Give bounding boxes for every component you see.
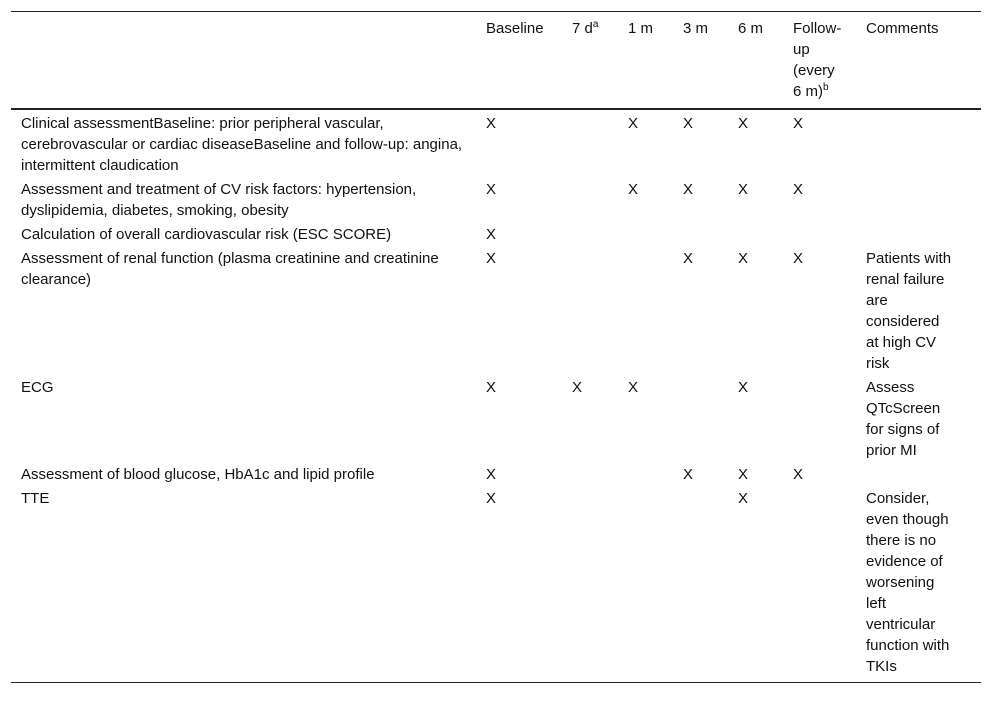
table-row [11,222,981,246]
cell-1m [618,462,673,486]
row-label: TTE [21,490,50,507]
cell-6m: X [738,181,749,198]
cell-7d [562,486,618,683]
header-row [11,12,981,110]
cell-baseline: X [486,466,497,483]
header-3m: 3 m [683,20,709,37]
row-label: Assessment and treatment of CV risk factors: hypertension, dyslipidemia, diabetes, smoking, obesity [21,181,417,219]
cell-6m: X [738,379,749,396]
cell-1m: X [628,115,639,132]
cell-comment [856,375,981,462]
cell-followup [783,486,856,683]
cell-6m: X [738,490,749,507]
cell-1m [618,222,673,246]
header-7d [562,12,618,110]
cell-followup: X [793,250,804,267]
cell-comment [856,109,981,177]
header-7d-footnote: a [592,19,599,30]
row-label: Assessment of blood glucose, HbA1c and lipid profile [21,466,375,483]
cell-3m [673,486,728,683]
header-followup [783,12,856,110]
header-6m: 6 m [738,20,764,37]
cell-3m: X [683,466,694,483]
cell-7d [562,222,618,246]
cell-7d [562,246,618,375]
cell-comment [856,462,981,486]
table-row [11,109,981,177]
table-header [11,12,981,110]
header-comments: Comments [866,20,939,37]
cell-1m: X [628,379,639,396]
cell-6m: X [738,250,749,267]
table-row [11,177,981,222]
cell-baseline: X [486,379,497,396]
row-label: ECG [21,379,54,396]
header-followup-label: Follow-up (every 6 m) [793,20,842,100]
header-7d-label: 7 d [572,20,593,37]
table-row [11,486,981,683]
cell-followup [783,375,856,462]
cell-followup: X [793,466,804,483]
cell-7d [562,177,618,222]
monitoring-table [11,11,981,683]
row-label: Assessment of renal function (plasma creatinine and creatinine clearance) [21,250,439,288]
cell-3m: X [683,115,694,132]
cell-3m: X [683,181,694,198]
table-row [11,246,981,375]
cell-7d [562,109,618,177]
table-row [11,462,981,486]
cell-comment [856,486,981,683]
cell-3m [673,222,728,246]
cell-baseline: X [486,250,497,267]
table-row [11,375,981,462]
cell-6m: X [738,115,749,132]
cell-1m [618,486,673,683]
table-body [11,109,981,683]
header-followup-footnote: b [823,82,829,93]
comment-text: Assess QTcScreen for signs of prior MI [866,379,941,459]
comment-text: Patients with renal failure are considered at high CV risk [866,250,952,372]
cell-7d [562,462,618,486]
cell-followup: X [793,115,804,132]
cell-comment [856,246,981,375]
header-empty-cell [11,12,476,110]
cell-7d: X [572,379,583,396]
cell-followup: X [793,181,804,198]
cell-baseline: X [486,490,497,507]
cell-comment [856,177,981,222]
cell-3m [673,375,728,462]
cell-baseline: X [486,226,497,243]
cell-6m [728,222,783,246]
header-baseline: Baseline [486,20,544,37]
cell-baseline: X [486,181,497,198]
cell-1m: X [628,181,639,198]
cell-followup [783,222,856,246]
row-label: Calculation of overall cardiovascular risk (ESC SCORE) [21,226,392,243]
cell-6m: X [738,466,749,483]
cell-baseline: X [486,115,497,132]
header-1m: 1 m [628,20,654,37]
comment-text: Consider, even though there is no evidence of worsening left ventricular function with TKIs [866,490,950,675]
cell-1m [618,246,673,375]
cell-comment [856,222,981,246]
row-label: Clinical assessmentBaseline: prior peripheral vascular, cerebrovascular or cardiac diseaseBaseline and follow-up: angina, intermittent claudication [21,115,463,174]
cell-3m: X [683,250,694,267]
